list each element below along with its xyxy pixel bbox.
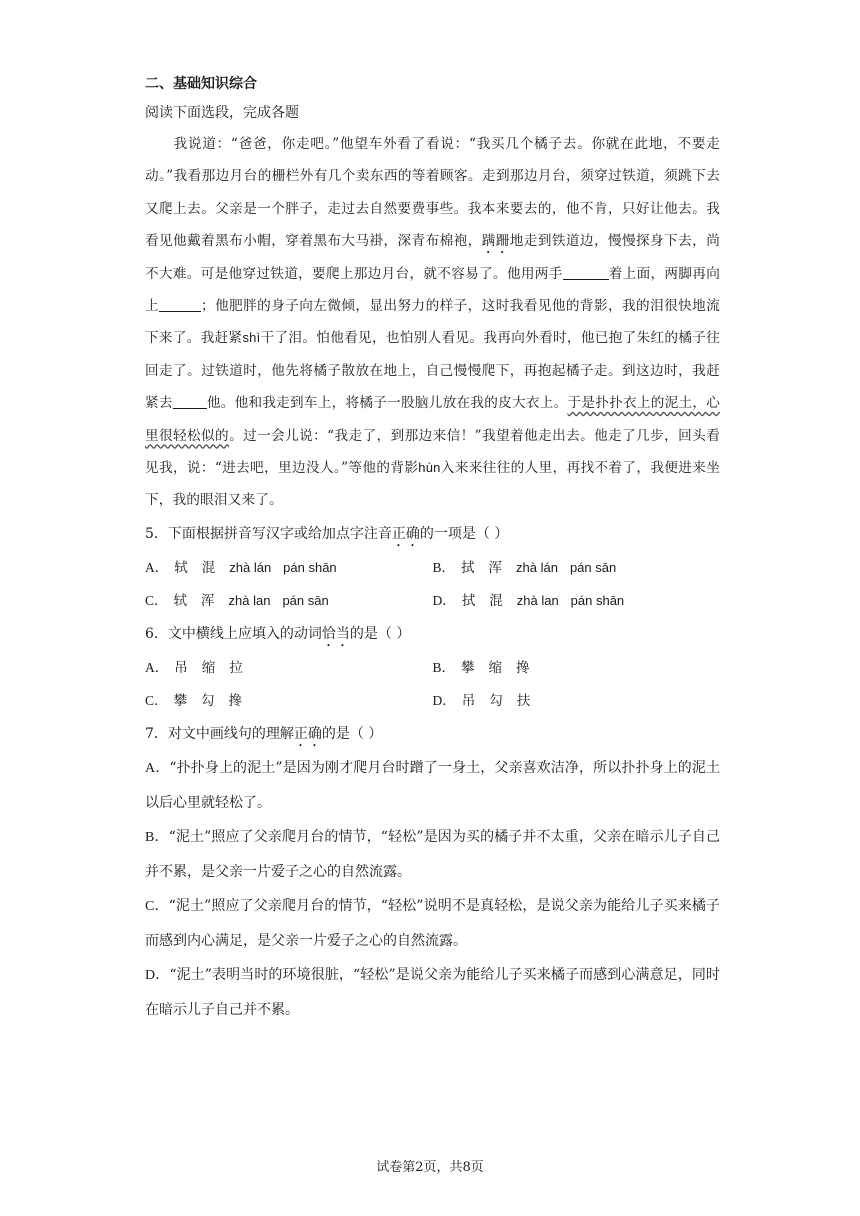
question-5-stem-end: 的一项是（ ） bbox=[419, 525, 509, 542]
option-char: 拉 bbox=[229, 659, 243, 676]
option-char: 吊 bbox=[174, 659, 188, 676]
passage-text-2: 地走到铁道边，慢慢探身下去，尚不大难。可是他穿过铁道，要爬上那边月台，就不容易了。他用两手 bbox=[145, 233, 720, 282]
passage-text-7: 。过一会儿说：“我走了，到那边来信！”我望着他走出去。他走了几步，回头看见我，说：“进去吧，里边没人。”等他的背影 bbox=[145, 427, 720, 477]
option-pinyin: zhà lan bbox=[516, 592, 559, 608]
question-6-option-b[interactable] bbox=[433, 651, 721, 684]
passage-text-8: 入来来往往的人里，再找不着了，我便进来坐下，我的眼泪又来了。 bbox=[145, 460, 720, 509]
option-letter: B． bbox=[432, 559, 456, 575]
option-char: 勾 bbox=[201, 692, 215, 709]
option-char: 搀 bbox=[228, 692, 243, 709]
option-char: 搀 bbox=[516, 659, 530, 676]
question-5-stem bbox=[145, 517, 720, 551]
option-char: 扶 bbox=[516, 692, 531, 709]
option-letter: A． bbox=[145, 559, 169, 575]
option-letter: C． bbox=[145, 692, 168, 708]
question-5-option-b[interactable] bbox=[433, 551, 721, 584]
option-letter: C． bbox=[145, 898, 169, 914]
section-instruction: 阅读下面选段，完成各题 bbox=[145, 105, 299, 121]
fill-blank-1[interactable] bbox=[563, 265, 609, 280]
question-6-stem-end: 的是（ ） bbox=[349, 625, 411, 642]
question-6-option-c[interactable] bbox=[145, 684, 433, 717]
option-char: 浑 bbox=[201, 592, 215, 609]
question-5-options-row-1 bbox=[145, 551, 720, 584]
option-char: 浑 bbox=[488, 559, 503, 576]
option-pinyin: zhà lan bbox=[228, 592, 271, 608]
option-letter: D． bbox=[432, 692, 456, 708]
option-char: 勾 bbox=[489, 692, 503, 709]
option-pinyin: pán sān bbox=[569, 559, 617, 575]
option-letter: D． bbox=[432, 592, 456, 608]
option-pinyin: zhà lán bbox=[516, 559, 558, 575]
section-title: 二、基础知识综合 bbox=[145, 76, 257, 92]
option-char: 混 bbox=[489, 592, 503, 609]
option-char: 攀 bbox=[461, 659, 475, 676]
option-char: 缩 bbox=[488, 659, 503, 676]
passage-text-3: 着上面，两脚再向上 bbox=[145, 265, 720, 315]
passage-text-6: 他。他和我走到车上，将橘子一股脑儿放在我的皮大衣上。 bbox=[206, 395, 568, 412]
option-text: “扑扑身上的泥土”是因为刚才爬月台时蹭了一身土，父亲喜欢洁净，所以扑扑身上的泥土以后心里就轻松了。 bbox=[145, 759, 720, 811]
question-5-option-c[interactable] bbox=[145, 584, 433, 617]
option-letter: B． bbox=[145, 829, 169, 845]
question-6-stem bbox=[145, 617, 720, 651]
question-6-options-row-1 bbox=[145, 651, 720, 684]
question-5-emphasis: 正确 bbox=[391, 525, 420, 542]
option-letter: A． bbox=[145, 659, 169, 675]
option-letter: B． bbox=[432, 659, 456, 675]
question-6-option-a[interactable] bbox=[145, 651, 433, 684]
option-pinyin: pán sān bbox=[282, 592, 329, 608]
dotted-word-panshan: 蹒跚 bbox=[481, 233, 510, 250]
option-char: 拭 bbox=[461, 592, 476, 609]
option-pinyin: pán shān bbox=[283, 559, 337, 575]
question-7-emphasis: 正确 bbox=[293, 725, 322, 742]
option-char: 拭 bbox=[461, 559, 475, 576]
option-text: “泥土”照应了父亲爬月台的情节，“轻松”是因为买的橘子并不太重，父亲在暗示儿子自己并不累，是父亲一片爱子之心的自然流露。 bbox=[145, 828, 720, 880]
question-7-option-a[interactable] bbox=[145, 751, 720, 820]
question-5-stem-text: 5．下面根据拼音写汉字或给加点字注音 bbox=[145, 525, 392, 542]
passage-paragraph bbox=[145, 128, 720, 517]
option-char: 轼 bbox=[173, 592, 188, 609]
question-6-emphasis: 恰当 bbox=[321, 625, 350, 642]
page-footer: 试卷第2页，共8页 bbox=[376, 1160, 484, 1175]
question-6-option-d[interactable] bbox=[433, 684, 721, 717]
passage-text-4: ；他肥胖的身子向左微倾，显出努力的样子，这时我看见他的背影，我的泪很快地流下来了。我赶紧 bbox=[145, 298, 721, 347]
pinyin-shi: shì bbox=[242, 330, 261, 346]
option-pinyin: zhà lán bbox=[229, 559, 272, 575]
question-6-stem-text: 6．文中横线上应填入的动词 bbox=[145, 625, 322, 642]
question-7-stem bbox=[145, 717, 720, 751]
option-text: “泥土”表明当时的环境很脏，“轻松”是说父亲为能给儿子买来橘子而感到心满意足，同时在暗示儿子自己并不累。 bbox=[145, 966, 720, 1018]
option-pinyin: pán shān bbox=[570, 592, 625, 608]
question-7-stem-end: 的是（ ） bbox=[321, 725, 383, 742]
pinyin-hun: hùn bbox=[418, 460, 441, 476]
underlined-sentence: 于是扑扑衣上的泥土，心里很轻松似的 bbox=[145, 395, 720, 444]
exam-page bbox=[145, 70, 720, 1027]
passage-text-1: 我说道：“爸爸，你走吧。”他望车外看了看说：“我买几个橘子去。你就在此地，不要走动。”我看那边月台的栅栏外有几个卖东西的等着顾客。走到那边月台，须穿过铁道，须跳下去又爬上去。父亲是一个胖子，走过去自然要费事些。我本来要去的，他不肯，只好让他去。我看见他戴着黑布小帽，穿着黑布大马褂，深青布棉袍， bbox=[145, 136, 720, 250]
question-7-option-c[interactable] bbox=[145, 889, 720, 958]
option-letter: A． bbox=[145, 760, 170, 776]
option-letter: C． bbox=[145, 592, 168, 608]
question-5-options-row-2 bbox=[145, 584, 720, 617]
option-char: 缩 bbox=[201, 659, 216, 676]
question-7-option-d[interactable] bbox=[145, 958, 720, 1027]
reading-passage bbox=[145, 128, 720, 517]
option-text: “泥土”照应了父亲爬月台的情节，“轻松”说明不是真轻松，是说父亲为能给儿子买来橘子而感到内心满足，是父亲一片爱子之心的自然流露。 bbox=[145, 897, 720, 949]
fill-blank-3[interactable] bbox=[173, 394, 207, 409]
passage-text-5: 干了泪。怕他看见，也怕别人看见。我再向外看时，他已抱了朱红的橘子往回走了。过铁道时，他先将橘子散放在地上，自己慢慢爬下，再抱起橘子走。到这边时，我赶紧去 bbox=[145, 330, 720, 412]
option-char: 混 bbox=[201, 559, 216, 576]
fill-blank-2[interactable] bbox=[159, 297, 201, 312]
option-char: 攀 bbox=[173, 692, 188, 709]
option-char: 吊 bbox=[461, 692, 476, 709]
question-7-option-b[interactable] bbox=[145, 820, 720, 889]
question-7-stem-text: 7．对文中画线句的理解 bbox=[145, 725, 294, 742]
question-5-option-d[interactable] bbox=[433, 584, 721, 617]
question-6-options-row-2 bbox=[145, 684, 720, 717]
option-letter: D． bbox=[145, 967, 170, 983]
option-char: 轼 bbox=[174, 559, 188, 576]
question-5-option-a[interactable] bbox=[145, 551, 433, 584]
